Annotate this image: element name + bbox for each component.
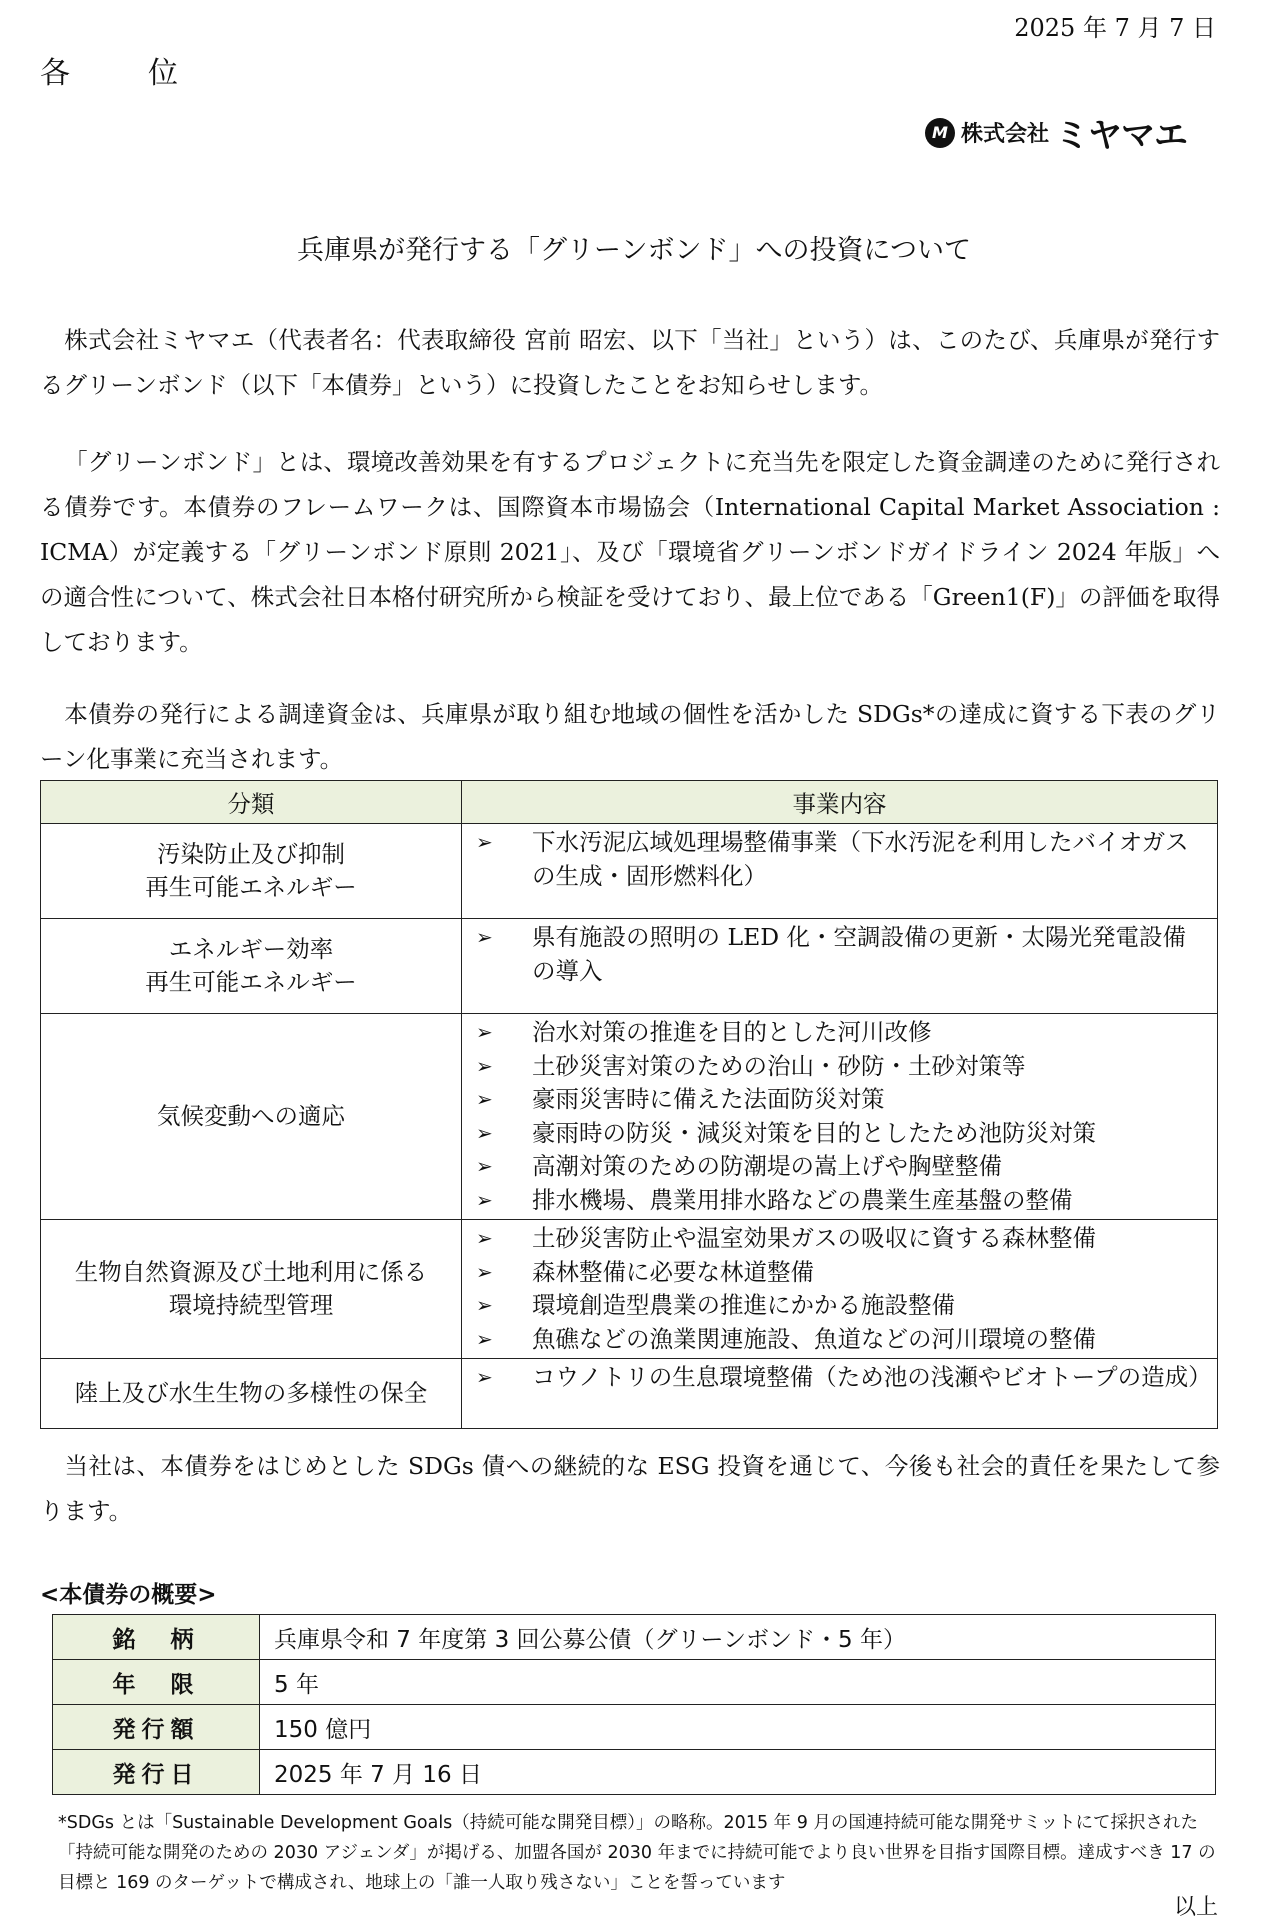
item-text: 環境創造型農業の推進にかかる施設整備 bbox=[532, 1291, 955, 1319]
addressee: 各 位 bbox=[40, 56, 202, 91]
closing-text: 当社は、本債券をはじめとした SDGs 債への継続的な ESG 投資を通じて、今後も社会的責任を果たして参ります。 bbox=[40, 1452, 1220, 1525]
document-date: 2025 年 7 月 7 日 bbox=[1014, 14, 1216, 42]
sdgs-footnote: *SDGs とは「Sustainable Development Goals（持続可能な開発目標）」の略称。2015 年 9 月の国連持続可能な開発サミットにて採択された「持続可能な開発のための 2030 アジェンダ」が掲げる、加盟各国が 2030 年までに持続可能でより良い世界を目指す国際目標。達成すべき 17 の目標と 169 のターゲットで構成され、地球上の「誰一人取り残さない」ことを誓っています bbox=[58, 1813, 1216, 1893]
table-row bbox=[41, 919, 1218, 1014]
logo-mark-icon: M bbox=[925, 118, 955, 148]
list-item bbox=[476, 1184, 1207, 1218]
arrow-bullet-icon: ➢ bbox=[476, 1053, 493, 1078]
summary-key: 年 限 bbox=[53, 1660, 260, 1705]
item-text: 県有施設の照明の LED 化・空調設備の更新・太陽光発電設備の導入 bbox=[532, 923, 1187, 985]
content-cell bbox=[462, 824, 1218, 919]
category-line: エネルギー効率 bbox=[168, 935, 334, 963]
category-line: 気候変動への適応 bbox=[157, 1102, 345, 1130]
list-item bbox=[476, 1117, 1207, 1151]
arrow-bullet-icon: ➢ bbox=[476, 1187, 493, 1212]
header-category: 分類 bbox=[41, 781, 462, 824]
list-item bbox=[476, 1050, 1207, 1084]
list-item bbox=[476, 1289, 1207, 1323]
summary-row bbox=[53, 1615, 1216, 1660]
intro-text: 株式会社ミヤマエ（代表者名：代表取締役 宮前 昭宏、以下「当社」という）は、このたび、兵庫県が発行するグリーンボンド（以下「本債券」という）に投資したことをお知らせします。 bbox=[40, 326, 1220, 399]
category-cell bbox=[41, 824, 462, 919]
item-text: 豪雨時の防災・減災対策を目的としたため池防災対策 bbox=[532, 1118, 1096, 1147]
summary-value: 150 億円 bbox=[260, 1705, 1216, 1750]
table-row bbox=[41, 1014, 1218, 1220]
summary-row bbox=[53, 1660, 1216, 1705]
arrow-bullet-icon: ➢ bbox=[476, 1154, 493, 1178]
summary-key: 銘 柄 bbox=[53, 1615, 260, 1660]
item-text: 豪雨災害時に備えた法面防災対策 bbox=[532, 1085, 885, 1113]
category-cell bbox=[41, 1220, 462, 1359]
project-table bbox=[40, 780, 1218, 1429]
list-item bbox=[476, 921, 1207, 988]
header-content: 事業内容 bbox=[462, 781, 1218, 824]
content-cell bbox=[462, 1014, 1218, 1220]
table-row bbox=[41, 824, 1218, 919]
table-header-row bbox=[41, 781, 1218, 824]
item-text: 土砂災害対策のための治山・砂防・土砂対策等 bbox=[532, 1051, 1026, 1080]
document-title: 兵庫県が発行する「グリーンボンド」への投資について bbox=[297, 235, 971, 266]
closing-paragraph bbox=[40, 1444, 1220, 1534]
arrow-bullet-icon: ➢ bbox=[476, 1087, 493, 1111]
list-item bbox=[476, 1222, 1207, 1256]
list-item bbox=[476, 1150, 1207, 1184]
item-text: 森林整備に必要な林道整備 bbox=[532, 1257, 814, 1286]
intro-paragraph bbox=[40, 318, 1220, 408]
arrow-bullet-icon: ➢ bbox=[476, 830, 493, 854]
table-row bbox=[41, 1220, 1218, 1359]
item-text: 土砂災害防止や温室効果ガスの吸収に資する森林整備 bbox=[532, 1224, 1096, 1252]
arrow-bullet-icon: ➢ bbox=[476, 1226, 493, 1250]
table-row bbox=[41, 1359, 1218, 1429]
arrow-bullet-icon: ➢ bbox=[476, 1293, 493, 1317]
list-item bbox=[476, 1083, 1207, 1117]
end-mark: 以上 bbox=[1173, 1895, 1218, 1920]
list-item bbox=[476, 826, 1207, 893]
list-item bbox=[476, 1323, 1207, 1357]
category-line: 生物自然資源及び土地利用に係る bbox=[74, 1258, 428, 1286]
category-line: 陸上及び水生生物の多様性の保全 bbox=[74, 1379, 428, 1407]
item-text: コウノトリの生息環境整備（ため池の浅瀬やビオトープの造成） bbox=[532, 1363, 1212, 1391]
allocation-text: 本債券の発行による調達資金は、兵庫県が取り組む地域の個性を活かした SDGs*の達成に資する下表のグリーン化事業に充当されます。 bbox=[40, 700, 1220, 773]
list-item bbox=[476, 1016, 1207, 1050]
arrow-bullet-icon: ➢ bbox=[476, 1365, 493, 1389]
summary-key: 発行日 bbox=[53, 1750, 260, 1795]
company-brand: ミヤマエ bbox=[1055, 116, 1188, 156]
list-item bbox=[476, 1361, 1212, 1395]
content-cell bbox=[462, 919, 1218, 1014]
arrow-bullet-icon: ➢ bbox=[476, 1326, 493, 1351]
summary-value: 5 年 bbox=[260, 1660, 1216, 1705]
summary-row bbox=[53, 1750, 1216, 1795]
summary-value: 2025 年 7 月 16 日 bbox=[260, 1750, 1216, 1795]
summary-table bbox=[52, 1614, 1216, 1795]
content-cell bbox=[462, 1359, 1218, 1429]
summary-row bbox=[53, 1705, 1216, 1750]
company-prefix: 株式会社 bbox=[961, 122, 1050, 147]
category-cell bbox=[41, 1014, 462, 1220]
category-line: 汚染防止及び抑制 bbox=[157, 840, 345, 868]
arrow-bullet-icon: ➢ bbox=[476, 1259, 493, 1284]
arrow-bullet-icon: ➢ bbox=[476, 925, 493, 949]
content-cell bbox=[462, 1220, 1218, 1359]
category-line: 再生可能エネルギー bbox=[145, 968, 357, 996]
item-text: 下水汚泥広域処理場整備事業（下水汚泥を利用したバイオガスの生成・固形燃料化） bbox=[532, 828, 1189, 890]
arrow-bullet-icon: ➢ bbox=[476, 1020, 493, 1044]
category-line: 再生可能エネルギー bbox=[145, 873, 357, 901]
category-cell bbox=[41, 919, 462, 1014]
arrow-bullet-icon: ➢ bbox=[476, 1120, 493, 1145]
summary-heading: <本債券の概要> bbox=[40, 1582, 217, 1608]
item-text: 治水対策の推進を目的とした河川改修 bbox=[532, 1018, 932, 1046]
item-text: 高潮対策のための防潮堤の嵩上げや胸壁整備 bbox=[532, 1152, 1002, 1180]
category-line: 環境持続型管理 bbox=[168, 1291, 334, 1319]
summary-value: 兵庫県令和 7 年度第 3 回公募公債（グリーンボンド・5 年） bbox=[260, 1615, 1216, 1660]
greenbond-paragraph bbox=[40, 440, 1220, 665]
summary-key: 発行額 bbox=[53, 1705, 260, 1750]
allocation-paragraph bbox=[40, 692, 1220, 782]
greenbond-text: 「グリーンボンド」とは、環境改善効果を有するプロジェクトに充当先を限定した資金調達のために発行される債券です。本債券のフレームワークは、国際資本市場協会（International Capital Market Association : ICMA）が定義する「グリーンボンド原則 2021」、及び「環境省グリーンボンドガイドライン 2024 年版」への適合性について、株式会社日本格付研究所から検証を受けており、最上位である「Green1(F)」の評価を取得しております。 bbox=[40, 448, 1220, 656]
item-text: 魚礁などの漁業関連施設、魚道などの河川環境の整備 bbox=[532, 1324, 1096, 1353]
category-cell bbox=[41, 1359, 462, 1429]
list-item bbox=[476, 1256, 1207, 1290]
item-text: 排水機場、農業用排水路などの農業生産基盤の整備 bbox=[532, 1185, 1073, 1214]
company-logo bbox=[925, 108, 1187, 157]
